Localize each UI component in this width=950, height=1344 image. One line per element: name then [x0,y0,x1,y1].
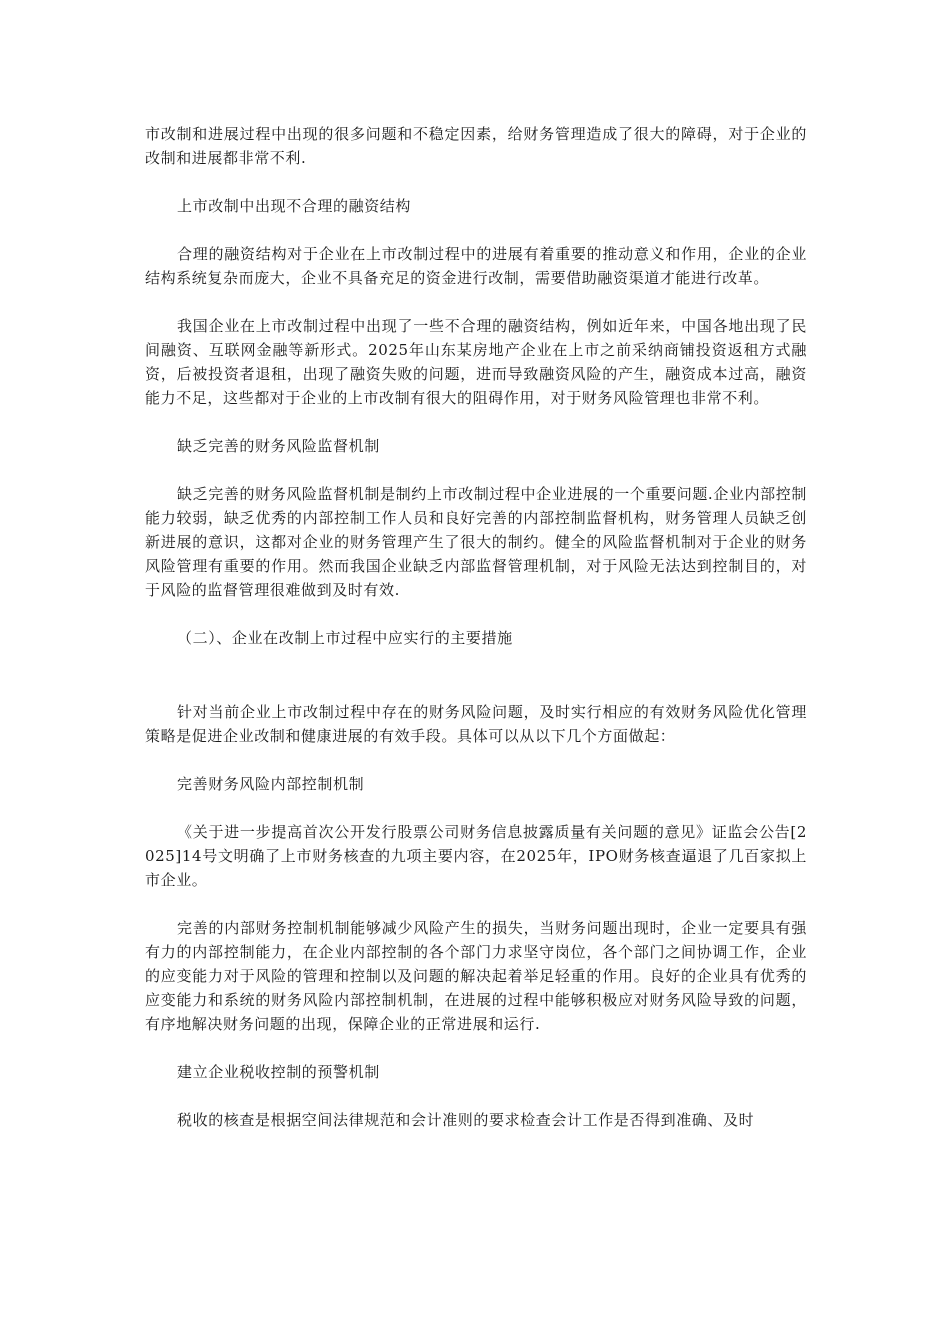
section-heading-measures: （二）、企业在改制上市过程中应实行的主要措施 [177,629,513,647]
section-heading-financing-structure: 上市改制中出现不合理的融资结构 [177,197,412,215]
paragraph-financing-problems: 我国企业在上市改制过程中出现了一些不合理的融资结构，例如近年来，中国各地出现了民间融资、互联网金融等新形式。2025年山东某房地产企业在上市之前采纳商铺投资返租方式融资，后被投资者退租，出现了融资失败的问题，进而导致融资风险的产生，融资成本过高，融资能力不足，这些都对于企业的上市改制有很大的阻碍作用，对于财务风险管理也非常不利。 [145,317,807,407]
paragraph-intro: 市改制和进展过程中出现的很多问题和不稳定因素，给财务管理造成了很大的障碍，对于企业的改制和进展都非常不利. [145,125,807,167]
section-heading-tax-warning: 建立企业税收控制的预警机制 [177,1063,380,1081]
paragraph-tax-review: 税收的核查是根据空间法律规范和会计准则的要求检查会计工作是否得到准确、及时 [177,1111,755,1129]
paragraph-financing-importance: 合理的融资结构对于企业在上市改制过程中的进展有着重要的推动意义和作用，企业的企业结构系统复杂而庞大，企业不具备充足的资金进行改制，需要借助融资渠道才能进行改革。 [145,245,807,287]
section-heading-internal-control: 完善财务风险内部控制机制 [177,775,365,793]
paragraph-internal-control: 完善的内部财务控制机制能够减少风险产生的损失，当财务问题出现时，企业一定要具有强有力的内部控制能力，在企业内部控制的各个部门力求坚守岗位，各个部门之间协调工作，企业的应变能力对于风险的管理和控制以及问题的解决起着举足轻重的作用。良好的企业具有优秀的应变能力和系统的财务风险内部控制机制，在进展的过程中能够积极应对财务风险导致的问题，有序地解决财务问题的出现，保障企业的正常进展和运行. [145,919,807,1033]
document-body [145,122,807,1132]
paragraph-csrc-notice: 《关于进一步提高首次公开发行股票公司财务信息披露质量有关问题的意见》证监会公告[2025]14号文明确了上市财务核查的九项主要内容，在2025年，IPO财务核查逼退了几百家拟上市企业。 [145,823,807,889]
section-heading-supervision: 缺乏完善的财务风险监督机制 [177,437,380,455]
paragraph-supervision: 缺乏完善的财务风险监督机制是制约上市改制过程中企业进展的一个重要问题.企业内部控制能力较弱，缺乏优秀的内部控制工作人员和良好完善的内部控制监督机构，财务管理人员缺乏创新进展的意识，这都对企业的财务管理产生了很大的制约。健全的风险监督机制对于企业的财务风险管理有重要的作用。然而我国企业缺乏内部监督管理机制，对于风险无法达到控制目的，对于风险的监督管理很难做到及时有效. [145,485,807,599]
paragraph-measures-intro: 针对当前企业上市改制过程中存在的财务风险问题，及时实行相应的有效财务风险优化管理策略是促进企业改制和健康进展的有效手段。具体可以从以下几个方面做起： [145,703,807,745]
